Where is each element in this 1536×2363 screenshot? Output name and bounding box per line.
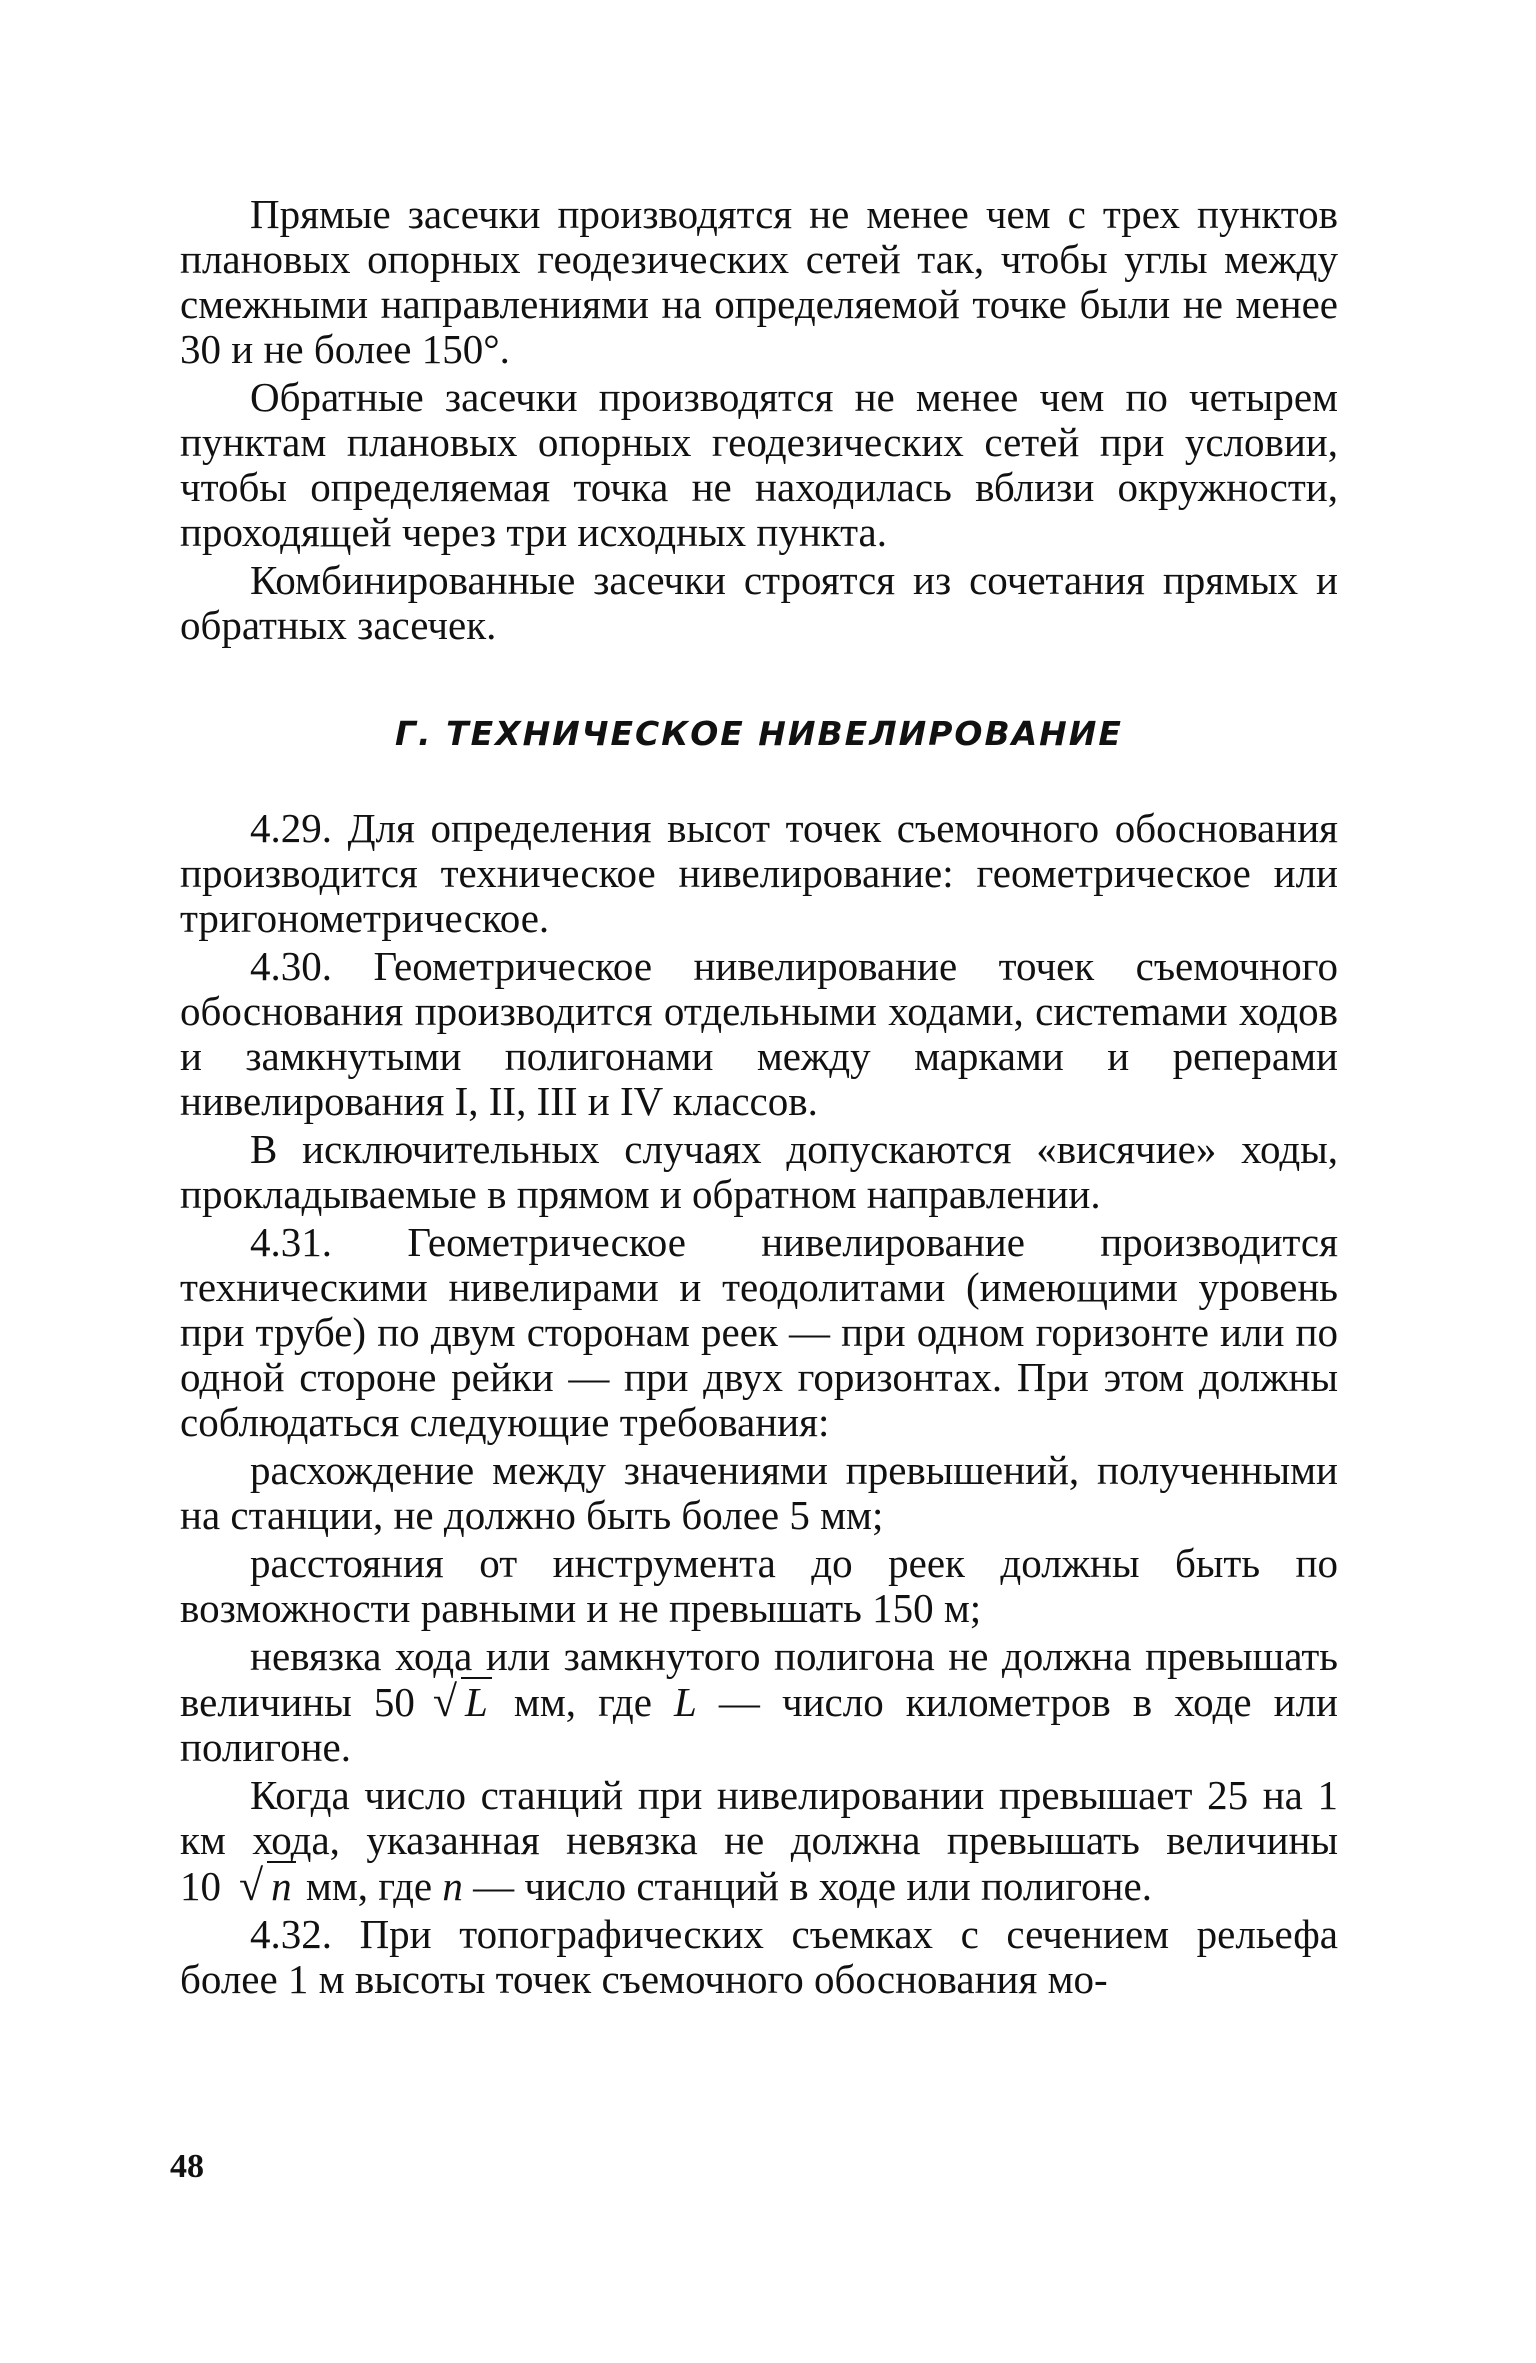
- document-body: [180, 192, 1338, 2002]
- square-root-symbol: √: [432, 1677, 457, 1726]
- paragraph-stations-count: [180, 1773, 1338, 1909]
- paragraph-4-31: 4.31. Геометрическое нивелирование производится техническими нивелирами и теодолитами (имеющими уровень при трубе) по двум сторонам реек — при одном горизонте или по одной стороне рейки — при двух горизонтах. При этом должны соблюдаться следующие требования:: [180, 1219, 1338, 1445]
- radicand-L: L: [461, 1677, 492, 1725]
- symbol-L: L: [674, 1679, 697, 1725]
- misclosure-text-mid: мм, где: [491, 1679, 675, 1725]
- symbol-n: n: [442, 1863, 463, 1909]
- misclosure-text-after: — число километров в ходе или полигоне.: [180, 1679, 1338, 1770]
- paragraph-4-29: 4.29. Для определения высот точек съемочного обоснования производится техническое нивелирование: геометрическое или тригонометрическое.: [180, 805, 1338, 941]
- requirement-discrepancy: расхождение между значениями превышений, полученными на станции, не должно быть более 5 мм;: [180, 1447, 1338, 1538]
- paragraph-4-32: 4.32. При топографических съемках с сечением рельефа более 1 м высоты точек съемочного обоснования мо-: [180, 1911, 1338, 2002]
- requirement-misclosure: [180, 1634, 1338, 1770]
- section-heading: Г. ТЕХНИЧЕСКОЕ НИВЕЛИРОВАНИЕ: [395, 714, 1123, 753]
- paragraph-reverse-intersections: Обратные засечки производятся не менее чем по четырем пунктам плановых опорных геодезических сетей при условии, чтобы определяемая точка не находилась вблизи окружности, проходящей через три исходных пункта.: [180, 374, 1338, 555]
- radicand-n: n: [267, 1861, 296, 1909]
- stations-text-after: — число станций в ходе или полигоне.: [462, 1863, 1152, 1909]
- paragraph-4-30: 4.30. Геометрическое нивелирование точек съемочного обоснования производится отдельными ходами, систеmами ходов и замкнутыми полигонами между марками и реперами нивелирования I, II, III и IV классов.: [180, 943, 1338, 1124]
- paragraph-direct-intersections: Прямые засечки производятся не менее чем с трех пунктов плановых опорных геодезических сетей так, чтобы углы между смежными направлениями на определяемой точке были не менее 30 и не более 150°.: [180, 191, 1338, 372]
- requirement-distances: расстояния от инструмента до реек должны быть по возможности равными и не превышать 150 м;: [180, 1540, 1338, 1631]
- square-root-symbol: √: [239, 1861, 264, 1910]
- page-number: 48: [170, 2148, 204, 2185]
- paragraph-hanging-traverses: В исключительных случаях допускаются «висячие» ходы, прокладываемые в прямом и обратном направлении.: [180, 1126, 1338, 1217]
- stations-text-mid: мм, где: [295, 1863, 443, 1909]
- stations-text-before: Когда число станций при нивелировании превышает 25 на 1 км хода, указанная невязка не должна превышать величины 10: [180, 1772, 1338, 1909]
- misclosure-text-before: невязка хода или замкнутого полигона не должна превышать величины 50: [180, 1633, 1338, 1725]
- paragraph-combined-intersections: Комбинированные засечки строятся из сочетания прямых и обратных засечек.: [180, 557, 1338, 648]
